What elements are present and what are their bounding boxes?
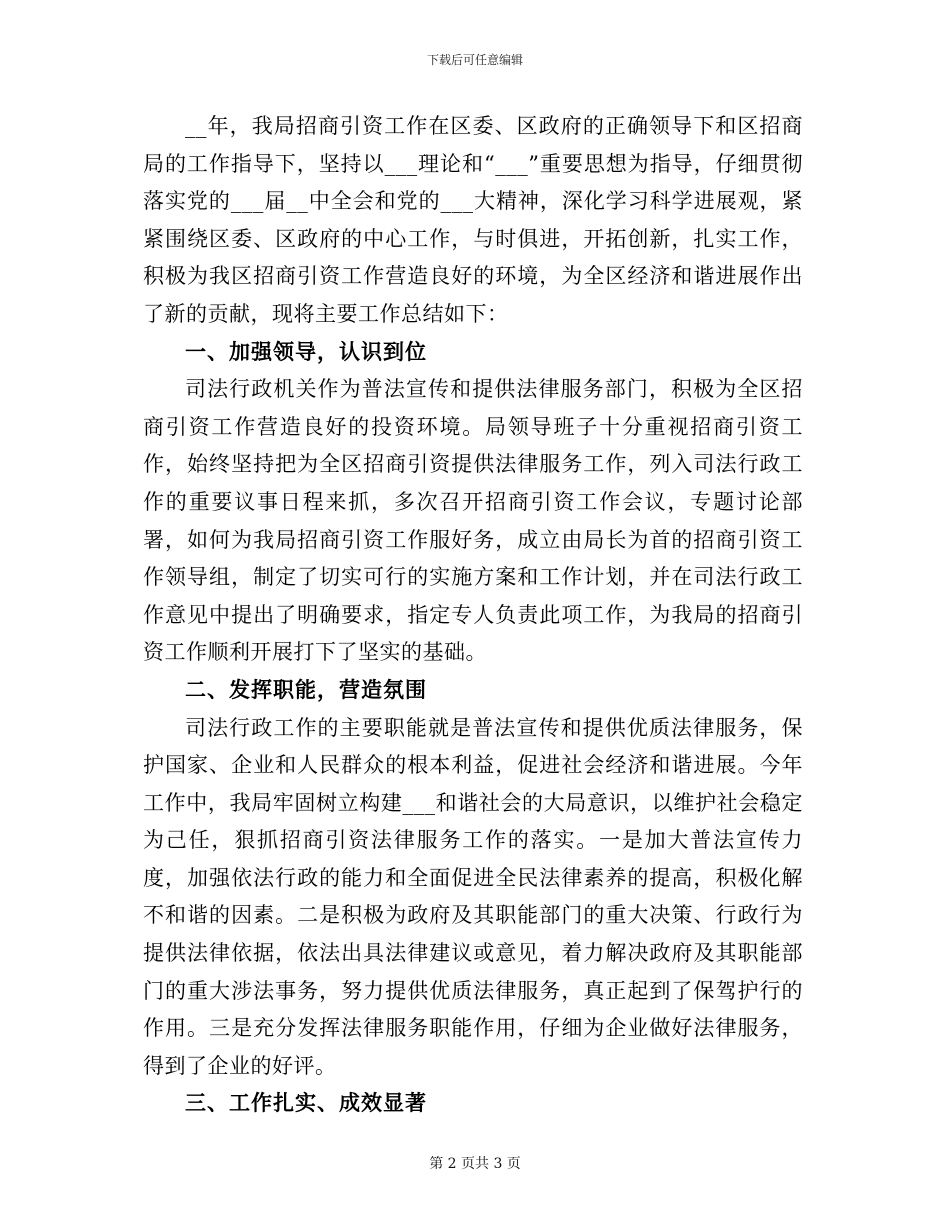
section-heading-2: 二、发挥职能，营造氛围 (185, 677, 427, 702)
section-heading-3: 三、工作扎实、成效显著 (185, 1091, 427, 1116)
section-heading-1: 一、加强领导，认识到位 (185, 339, 427, 364)
document-body (143, 108, 803, 1123)
page-header: 下载后可任意编辑 (426, 53, 523, 67)
section-2-paragraph: 司法行政工作的主要职能就是普法宣传和提供优质法律服务，保护国家、企业和人民群众的根本利益，促进社会经济和谐进展。今年工作中，我局牢固树立构建___和谐社会的大局意识，以维护社会稳定为己任，狠抓招商引资法律服务工作的落实。一是加大普法宣传力度，加强依法行政的能力和全面促进全民法律素养的提高，积极化解不和谐的因素。二是积极为政府及其职能部门的重大决策、行政行为提供法律依据，依法出具法律建议或意见，着力解决政府及其职能部门的重大涉法事务，努力提供优质法律服务，真正起到了保驾护行的作用。三是充分发挥法律服务职能作用，仔细为企业做好法律服务，得到了企业的好评。 (143, 715, 803, 1078)
intro-paragraph: __年，我局招商引资工作在区委、区政府的正确领导下和区招商局的工作指导下，坚持以___理论和“___”重要思想为指导，仔细贯彻落实党的___届__中全会和党的___大精神，深化学习科学进展观，紧紧围绕区委、区政府的中心工作，与时俱进，开拓创新，扎实工作，积极为我区招商引资工作营造良好的环境，为全区经济和谐进展作出了新的贡献，现将主要工作总结如下： (143, 114, 803, 326)
section-1-paragraph: 司法行政机关作为普法宣传和提供法律服务部门，积极为全区招商引资工作营造良好的投资环境。局领导班子十分重视招商引资工作，始终坚持把为全区招商引资提供法律服务工作，列入司法行政工作的重要议事日程来抓，多次召开招商引资工作会议，专题讨论部署，如何为我局招商引资工作服好务，成立由局长为首的招商引资工作领导组，制定了切实可行的实施方案和工作计划，并在司法行政工作意见中提出了明确要求，指定专人负责此项工作，为我局的招商引资工作顺利开展打下了坚实的基础。 (143, 377, 803, 665)
page-footer: 第 2 页共 3 页 (429, 1156, 521, 1172)
